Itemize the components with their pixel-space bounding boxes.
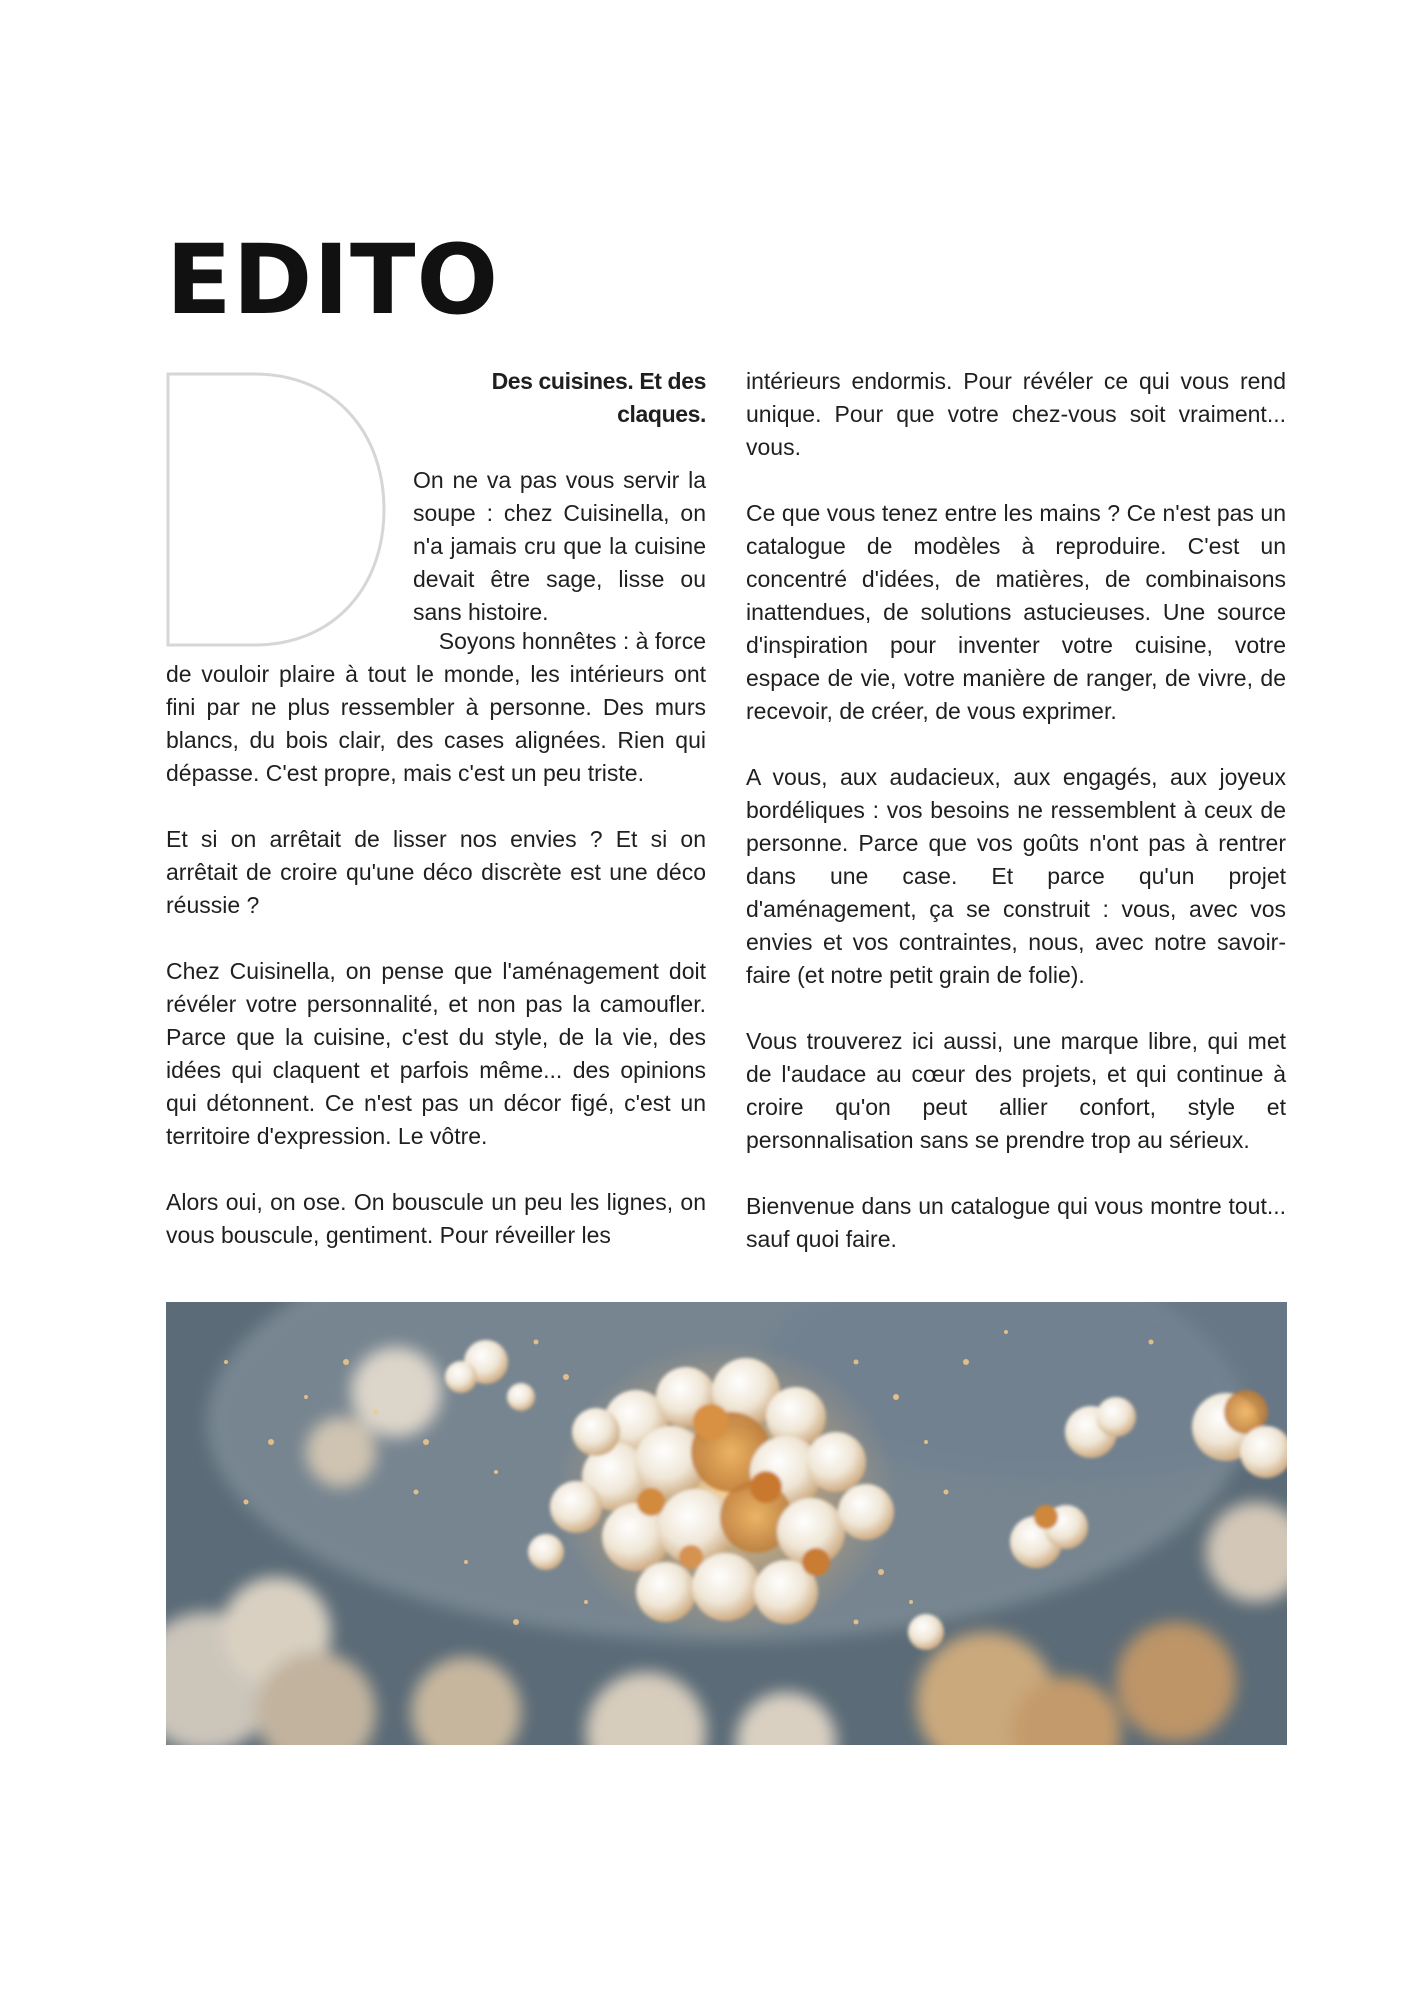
intro-paragraph: On ne va pas vous servir la soupe : chez Cuisinella, on n'a jamais cru que la cuisine devait être sage, lisse ou sans histoire. [413, 467, 706, 625]
paragraph-start: Soyons honnêtes : à force [438, 628, 706, 654]
right-paragraph-1: intérieurs endormis. Pour révéler ce qui vous rend unique. Pour que votre chez-vous soit vraiment... vous. [746, 368, 1286, 460]
right-paragraph-5: Bienvenue dans un catalogue qui vous montre tout... sauf quoi faire. [746, 1193, 1286, 1252]
right-paragraph-4: Vous trouverez ici aussi, une marque libre, qui met de l'audace au cœur des projets, et qui continue à croire qu'on peut allier confort, style et personnalisation sans se prendre trop au sérieux. [746, 1028, 1286, 1153]
left-paragraph-4: Alors oui, on ose. On bouscule un peu les lignes, on vous bouscule, gentiment. Pour réveiller les [166, 1189, 706, 1248]
intro-block [413, 365, 706, 629]
left-paragraph-1: de vouloir plaire à tout le monde, les intérieurs ont fini par ne plus ressembler à personne. Des murs blancs, du bois clair, des cases alignées. Rien qui dépasse. C'est propre, mais c'est un peu triste. [166, 661, 706, 786]
popcorn-photo [166, 1302, 1287, 1745]
right-column [746, 365, 1286, 1256]
right-paragraph-3: A vous, aux audacieux, aux engagés, aux joyeux bordéliques : vos besoins ne ressemblent à ceux de personne. Parce que vos goûts n'ont pas à rentrer dans une case. Et parce qu'un projet d'aménagement, ça se construit : vous, avec vos envies et vos contraintes, nous, avec notre savoir-faire (et notre petit grain de folie). [746, 764, 1286, 988]
left-column [166, 658, 706, 1252]
popcorn-illustration [166, 1302, 1287, 1745]
page-title: EDITO [166, 224, 500, 336]
left-paragraph-3: Chez Cuisinella, on pense que l'aménagement doit révéler votre personnalité, et non pas la camoufler. Parce que la cuisine, c'est du style, de la vie, des idées qui claquent et parfois même... des opinions qui détonnent. Ce n'est pas un décor figé, c'est un territoire d'expression. Le vôtre. [166, 958, 706, 1149]
right-paragraph-2: Ce que vous tenez entre les mains ? Ce n'est pas un catalogue de modèles à reproduire. C'est un concentré d'idées, de matières, de combinaisons inattendues, de solutions astucieuses. Une source d'inspiration pour inventer votre cuisine, votre espace de vie, votre manière de ranger, de vivre, de recevoir, de créer, de vous exprimer. [746, 500, 1286, 724]
lede-heading: Des cuisines. Et des claques. [491, 368, 706, 427]
left-paragraph-2: Et si on arrêtait de lisser nos envies ? Et si on arrêtait de croire qu'une déco discrète est une déco réussie ? [166, 826, 706, 918]
dropcap-d-outline [166, 372, 386, 647]
